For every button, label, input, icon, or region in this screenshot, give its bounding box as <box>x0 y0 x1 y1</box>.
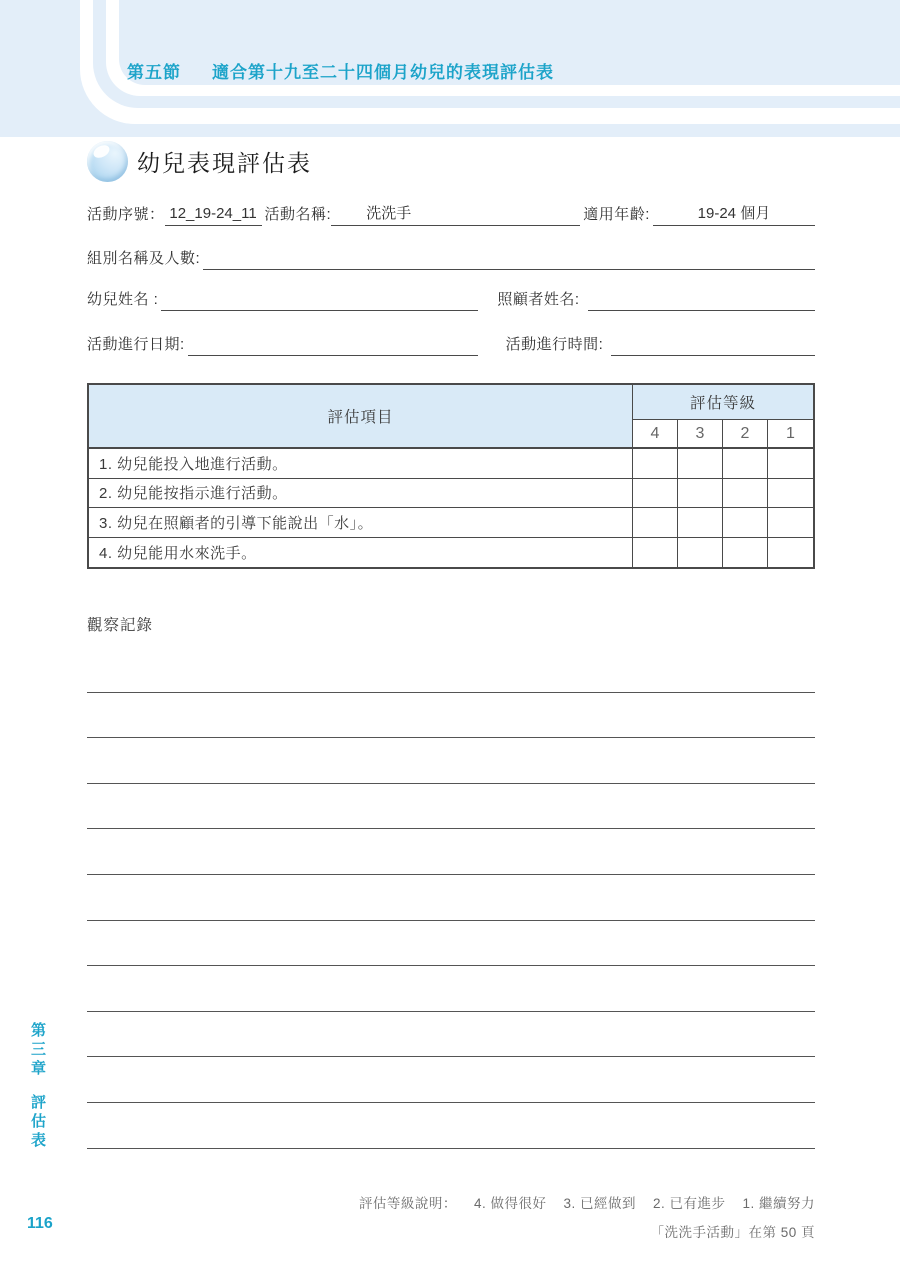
observation-lines <box>87 647 815 1149</box>
observation-label: 觀察記錄 <box>87 617 154 634</box>
bubble-highlight <box>91 143 111 161</box>
writing-line <box>87 875 815 921</box>
rating-cell <box>633 508 678 538</box>
legend-label: 評估等級說明： <box>358 1196 457 1211</box>
rating-level-header: 4 <box>633 420 678 449</box>
writing-line <box>87 738 815 784</box>
legend-item: 1. 繼續努力 <box>742 1196 815 1211</box>
activity-name-label: 活動名稱: <box>264 206 332 223</box>
activity-reference: 「洗洗手活動」在第 50 頁 <box>650 1225 815 1240</box>
legend-item: 3. 已經做到 <box>563 1196 636 1211</box>
page-number: 116 <box>27 1215 53 1232</box>
rating-cell <box>678 508 723 538</box>
activity-info-row <box>87 203 815 226</box>
assessment-item: 3. 幼兒在照顧者的引導下能說出「水」。 <box>89 508 633 538</box>
group-label: 組別名稱及人數: <box>87 250 201 267</box>
child-name-label: 幼兒姓名 : <box>87 291 159 308</box>
sidebar-section-label: 評估表 <box>29 1094 46 1151</box>
names-row <box>87 288 815 311</box>
header-band <box>0 0 900 137</box>
rating-column-header: 評估等級 <box>633 385 813 420</box>
bubble-icon <box>87 141 128 182</box>
writing-line <box>87 647 815 693</box>
legend-item: 2. 已有進步 <box>652 1196 726 1211</box>
legend-item: 4. 做得很好 <box>473 1196 547 1211</box>
datetime-row <box>87 333 815 356</box>
rating-cell <box>633 479 678 509</box>
writing-line <box>87 1057 815 1103</box>
age-label: 適用年齡: <box>583 206 650 223</box>
rating-cell <box>723 538 768 568</box>
group-row <box>87 247 815 270</box>
assessment-item: 2. 幼兒能按指示進行活動。 <box>89 479 633 509</box>
activity-no-label: 活動序號： <box>87 206 165 223</box>
rating-cell <box>633 449 678 479</box>
assessment-table <box>87 383 815 569</box>
rating-legend <box>359 1192 815 1212</box>
form-heading <box>87 141 312 182</box>
caregiver-name-field <box>588 288 815 311</box>
activity-time-label: 活動進行時間: <box>505 336 604 353</box>
rating-level-header: 1 <box>768 420 813 449</box>
caregiver-name-label: 照顧者姓名: <box>497 291 580 308</box>
page-title: 幼兒表現評估表 <box>137 150 312 176</box>
writing-line <box>87 921 815 967</box>
activity-no-value: 12_19-24_11 <box>165 203 262 226</box>
section-label: 第五節 <box>127 63 181 82</box>
rating-level-header: 2 <box>723 420 768 449</box>
rating-cell <box>768 538 813 568</box>
rating-cell <box>678 479 723 509</box>
activity-time-field <box>611 333 815 356</box>
rating-cell <box>678 538 723 568</box>
rating-cell <box>723 508 768 538</box>
section-header <box>127 58 554 83</box>
activity-date-label: 活動進行日期: <box>87 336 185 353</box>
sidebar-chapter-label: 第三章 <box>29 1022 46 1079</box>
rating-cell <box>768 508 813 538</box>
writing-line <box>87 829 815 875</box>
child-name-field <box>161 288 478 311</box>
writing-line <box>87 966 815 1012</box>
rating-cell <box>723 479 768 509</box>
rating-cell <box>723 449 768 479</box>
rating-cell <box>633 538 678 568</box>
rating-level-header: 3 <box>678 420 723 449</box>
item-column-header: 評估項目 <box>89 385 633 449</box>
group-field <box>203 247 815 270</box>
age-value: 19-24 個月 <box>653 203 815 226</box>
rating-cell <box>768 479 813 509</box>
activity-name-value: 洗洗手 <box>331 203 580 226</box>
section-title: 適合第十九至二十四個月幼兒的表現評估表 <box>212 63 554 82</box>
writing-line <box>87 784 815 830</box>
rating-cell <box>768 449 813 479</box>
writing-line <box>87 1012 815 1058</box>
writing-line <box>87 1103 815 1149</box>
assessment-item: 1. 幼兒能投入地進行活動。 <box>89 449 633 479</box>
activity-date-field <box>188 333 478 356</box>
assessment-item: 4. 幼兒能用水來洗手。 <box>89 538 633 568</box>
writing-line <box>87 693 815 739</box>
legend-items <box>474 1192 815 1212</box>
rating-cell <box>678 449 723 479</box>
